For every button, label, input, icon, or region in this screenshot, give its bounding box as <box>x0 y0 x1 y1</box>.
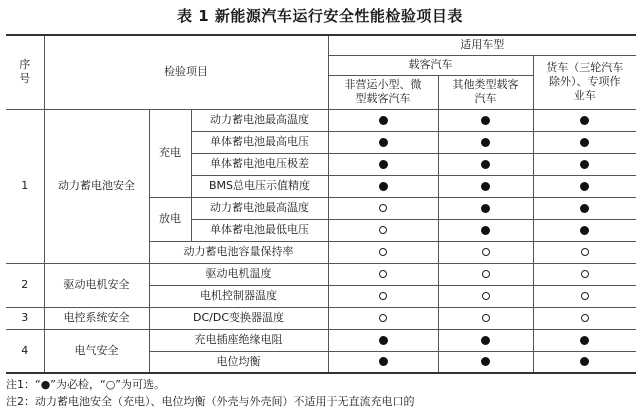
mark-cell <box>438 175 533 197</box>
required-dot-icon <box>481 357 490 366</box>
item-cell: 充电插座绝缘电阻 <box>149 329 328 351</box>
header-non-commercial <box>328 75 438 109</box>
mark-cell <box>328 219 438 241</box>
group-name: 驱动电机安全 <box>44 263 149 307</box>
item-cell: 动力蓄电池最高温度 <box>191 197 328 219</box>
table-title: 表 1 新能源汽车运行安全性能检验项目表 <box>177 7 463 25</box>
optional-circle-icon <box>379 314 387 322</box>
optional-circle-icon <box>482 270 490 278</box>
mark-cell <box>438 241 533 263</box>
mark-cell <box>438 219 533 241</box>
header-item: 检验项目 <box>44 35 328 109</box>
required-dot-icon <box>379 160 388 169</box>
required-dot-icon <box>379 116 388 125</box>
inspection-table <box>6 34 636 374</box>
mark-cell <box>533 307 636 329</box>
group-number: 1 <box>6 109 44 263</box>
mark-cell <box>328 351 438 373</box>
mark-cell <box>438 307 533 329</box>
required-dot-icon <box>580 204 589 213</box>
mark-cell <box>328 131 438 153</box>
mark-cell <box>533 197 636 219</box>
required-dot-icon <box>379 182 388 191</box>
mark-cell <box>328 307 438 329</box>
mark-cell <box>328 329 438 351</box>
optional-circle-icon <box>379 248 387 256</box>
mark-cell <box>438 285 533 307</box>
note-1: 注1：“●”为必检，“○”为可选。 <box>6 378 165 391</box>
mark-cell <box>438 329 533 351</box>
required-dot-icon <box>379 138 388 147</box>
mark-cell <box>533 263 636 285</box>
group-name: 电控系统安全 <box>44 307 149 329</box>
header-non-commercial-text: 非营运小型、微 型载客汽车 <box>344 78 422 105</box>
item-cell: 驱动电机温度 <box>149 263 328 285</box>
table-row <box>6 263 636 285</box>
group-number: 4 <box>6 329 44 373</box>
optional-circle-icon <box>379 204 387 212</box>
header-truck <box>533 55 636 109</box>
table-row <box>6 307 636 329</box>
subgroup-charge: 充电 <box>149 109 191 197</box>
required-dot-icon <box>481 204 490 213</box>
mark-cell <box>438 197 533 219</box>
header-applicable: 适用车型 <box>328 35 636 55</box>
group-name: 电气安全 <box>44 329 149 373</box>
item-cell: 单体蓄电池最低电压 <box>191 219 328 241</box>
optional-circle-icon <box>482 292 490 300</box>
optional-circle-icon <box>379 226 387 234</box>
required-dot-icon <box>580 357 589 366</box>
item-cell: DC/DC变换器温度 <box>149 307 328 329</box>
required-dot-icon <box>580 138 589 147</box>
required-dot-icon <box>580 226 589 235</box>
required-dot-icon <box>580 336 589 345</box>
mark-cell <box>533 175 636 197</box>
table-row <box>6 109 636 131</box>
mark-cell <box>328 285 438 307</box>
header-other-passenger <box>438 75 533 109</box>
header-passenger: 载客汽车 <box>328 55 533 75</box>
required-dot-icon <box>580 182 589 191</box>
required-dot-icon <box>580 116 589 125</box>
optional-circle-icon <box>379 292 387 300</box>
header-seq <box>6 35 44 109</box>
mark-cell <box>533 285 636 307</box>
header-truck-text: 货车（三轮汽车 除外）、专项作 业车 <box>546 61 624 102</box>
required-dot-icon <box>379 357 388 366</box>
item-cell: 动力蓄电池容量保持率 <box>149 241 328 263</box>
mark-cell <box>328 197 438 219</box>
optional-circle-icon <box>482 314 490 322</box>
required-dot-icon <box>580 160 589 169</box>
table-row <box>6 329 636 351</box>
mark-cell <box>533 329 636 351</box>
optional-circle-icon <box>581 292 589 300</box>
required-dot-icon <box>379 336 388 345</box>
header-other-passenger-text: 其他类型载客 汽车 <box>452 78 519 105</box>
mark-cell <box>533 131 636 153</box>
optional-circle-icon <box>581 248 589 256</box>
inspection-table-wrapper <box>6 34 636 374</box>
mark-cell <box>328 153 438 175</box>
item-cell: 单体蓄电池电压极差 <box>191 153 328 175</box>
note-2: 注2：动力蓄电池安全（充电）、电位均衡（外壳与外壳间）不适用于无直流充电口的 <box>6 395 415 408</box>
subgroup-discharge: 放电 <box>149 197 191 241</box>
item-cell: 电机控制器温度 <box>149 285 328 307</box>
item-cell: 动力蓄电池最高温度 <box>191 109 328 131</box>
table-notes <box>6 376 638 410</box>
optional-circle-icon <box>581 270 589 278</box>
item-cell: BMS总电压示值精度 <box>191 175 328 197</box>
mark-cell <box>438 109 533 131</box>
optional-circle-icon <box>581 314 589 322</box>
optional-circle-icon <box>379 270 387 278</box>
required-dot-icon <box>481 138 490 147</box>
required-dot-icon <box>481 160 490 169</box>
required-dot-icon <box>481 182 490 191</box>
mark-cell <box>533 153 636 175</box>
optional-circle-icon <box>482 248 490 256</box>
mark-cell <box>328 175 438 197</box>
item-cell: 单体蓄电池最高电压 <box>191 131 328 153</box>
group-number: 3 <box>6 307 44 329</box>
mark-cell <box>533 109 636 131</box>
required-dot-icon <box>481 226 490 235</box>
item-cell: 电位均衡 <box>149 351 328 373</box>
mark-cell <box>328 263 438 285</box>
mark-cell <box>533 219 636 241</box>
mark-cell <box>438 263 533 285</box>
mark-cell <box>328 241 438 263</box>
group-number: 2 <box>6 263 44 307</box>
group-name: 动力蓄电池安全 <box>44 109 149 263</box>
mark-cell <box>438 153 533 175</box>
mark-cell <box>438 351 533 373</box>
mark-cell <box>533 351 636 373</box>
required-dot-icon <box>481 336 490 345</box>
mark-cell <box>533 241 636 263</box>
mark-cell <box>328 109 438 131</box>
required-dot-icon <box>481 116 490 125</box>
header-seq-text: 序 号 <box>19 58 31 86</box>
mark-cell <box>438 131 533 153</box>
